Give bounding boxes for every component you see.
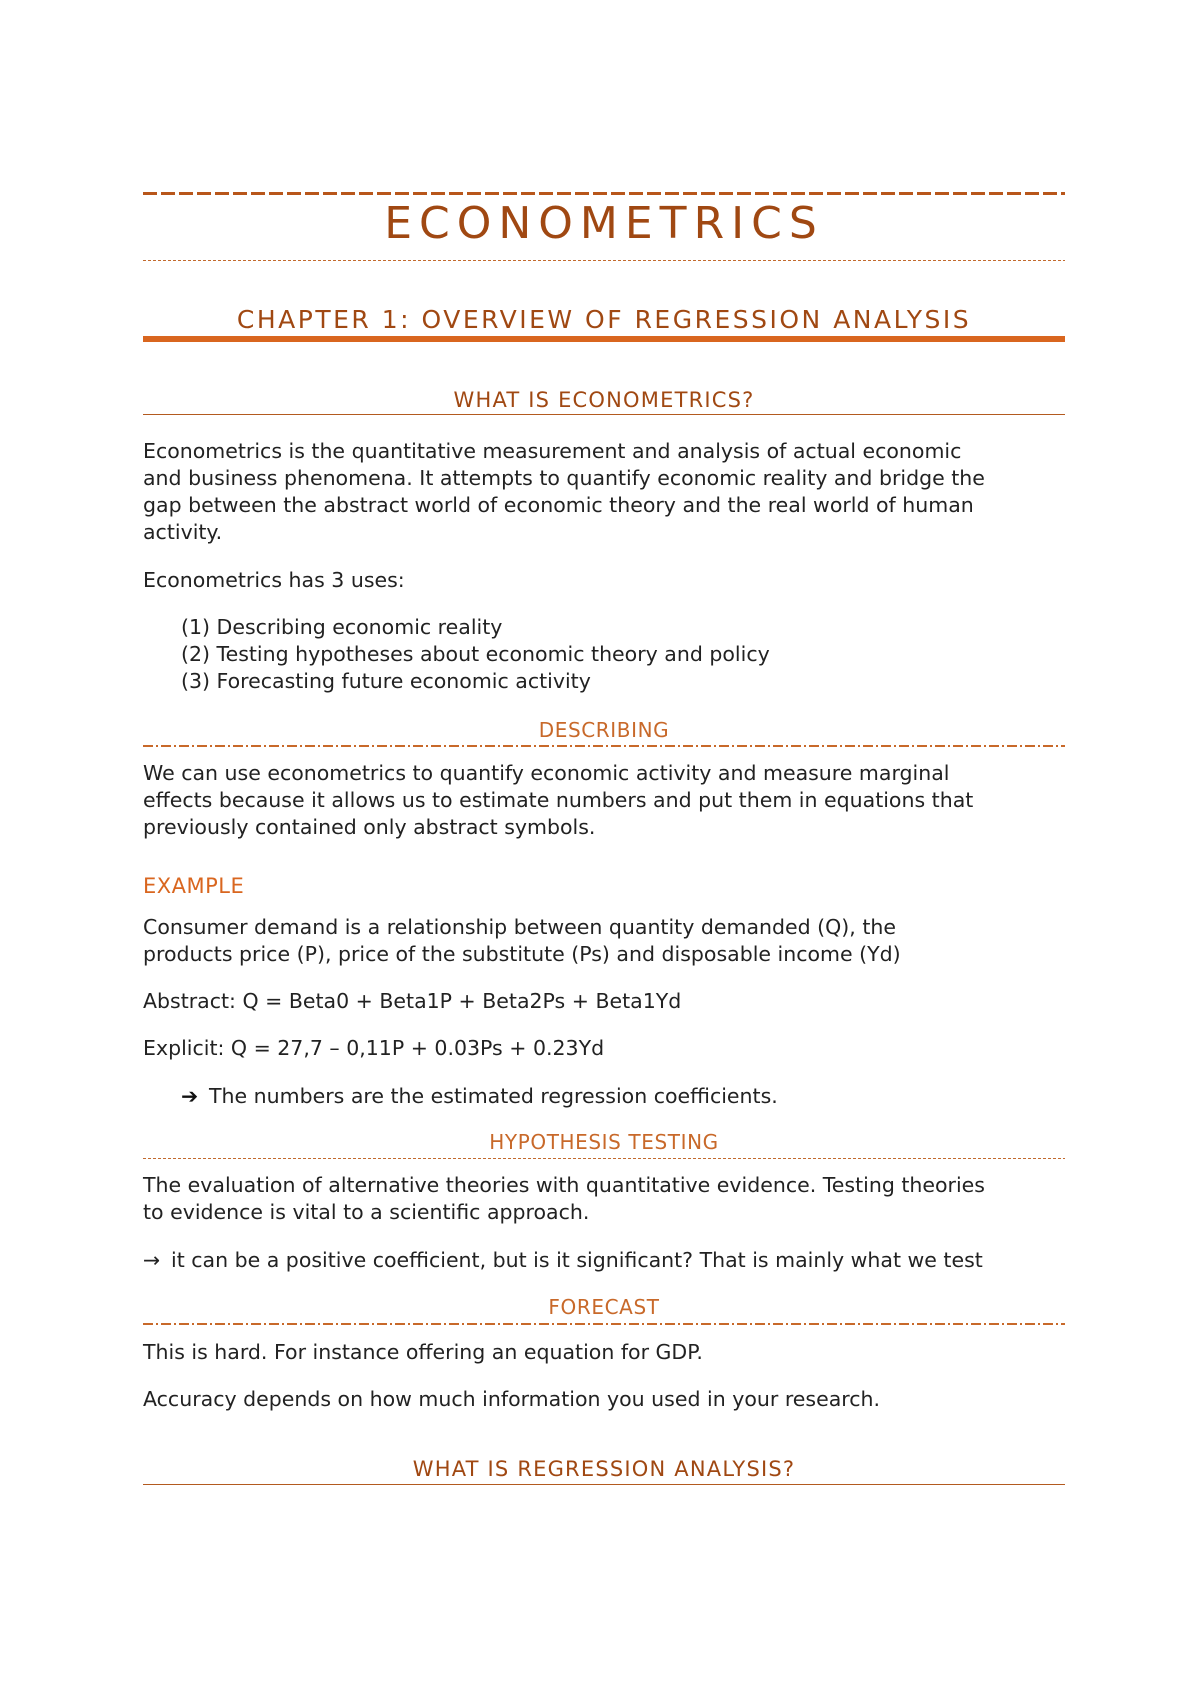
paragraph-line: gap between the abstract world of economic theory and the real world of human <box>143 493 974 517</box>
title-bottom-rule <box>143 260 1065 261</box>
describing-heading: DESCRIBING <box>538 718 670 742</box>
chapter-heading: CHAPTER 1: OVERVIEW OF REGRESSION ANALYSIS <box>236 305 972 334</box>
hypothesis-paragraph <box>143 1172 1068 1226</box>
forecast-heading: FORECAST <box>548 1295 660 1319</box>
abstract-equation: Abstract: Q = Beta0 + Beta1P + Beta2Ps + Beta1Yd <box>143 989 682 1013</box>
uses-intro: Econometrics has 3 uses: <box>143 568 405 592</box>
paragraph-line: We can use econometrics to quantify economic activity and measure marginal <box>143 761 950 785</box>
list-item: (1) Describing economic reality <box>181 615 503 639</box>
list-item: (3) Forecasting future economic activity <box>181 669 591 693</box>
paragraph-line: activity. <box>143 520 223 544</box>
paragraph-line: previously contained only abstract symbols. <box>143 815 596 839</box>
paragraph-line: Econometrics is the quantitative measurement and analysis of actual economic <box>143 439 962 463</box>
what-is-regression-underline <box>143 1484 1065 1485</box>
paragraph-line: The evaluation of alternative theories with quantitative evidence. Testing theories <box>143 1173 985 1197</box>
chapter-underline <box>143 336 1065 342</box>
arrow-right-icon: ➔ <box>181 1084 199 1108</box>
forecast-line-1: This is hard. For instance offering an equation for GDP. <box>143 1340 703 1364</box>
paragraph-line: and business phenomena. It attempts to quantify economic reality and bridge the <box>143 466 985 490</box>
paragraph-line: to evidence is vital to a scientific approach. <box>143 1200 590 1224</box>
hypothesis-testing-underline <box>143 1158 1065 1159</box>
coefficients-note <box>181 1083 1106 1110</box>
what-is-econometrics-underline <box>143 414 1065 415</box>
hypothesis-testing-heading: HYPOTHESIS TESTING <box>489 1130 719 1154</box>
describing-paragraph <box>143 760 1068 841</box>
document-title: ECONOMETRICS <box>384 198 824 249</box>
example-paragraph <box>143 914 1068 968</box>
note-text: it can be a positive coefficient, but is it significant? That is mainly what we test <box>171 1248 983 1272</box>
forecast-underline <box>143 1323 1065 1325</box>
paragraph-line: products price (P), price of the substitute (Ps) and disposable income (Yd) <box>143 942 901 966</box>
what-is-econometrics-heading: WHAT IS ECONOMETRICS? <box>453 388 755 412</box>
arrow-right-icon: → <box>143 1248 161 1272</box>
paragraph-line: Consumer demand is a relationship between quantity demanded (Q), the <box>143 915 896 939</box>
explicit-equation: Explicit: Q = 27,7 – 0,11P + 0.03Ps + 0.23Yd <box>143 1036 605 1060</box>
note-text: The numbers are the estimated regression coefficients. <box>209 1084 778 1108</box>
paragraph-line: effects because it allows us to estimate numbers and put them in equations that <box>143 788 974 812</box>
econometrics-definition <box>143 438 1068 546</box>
list-item: (2) Testing hypotheses about economic theory and policy <box>181 642 770 666</box>
what-is-regression-heading: WHAT IS REGRESSION ANALYSIS? <box>412 1457 796 1481</box>
describing-underline <box>143 745 1065 747</box>
example-heading: EXAMPLE <box>143 874 245 898</box>
uses-list <box>181 614 770 695</box>
forecast-line-2: Accuracy depends on how much information you used in your research. <box>143 1387 881 1411</box>
title-top-rule <box>143 192 1065 195</box>
significance-note <box>143 1247 1068 1274</box>
